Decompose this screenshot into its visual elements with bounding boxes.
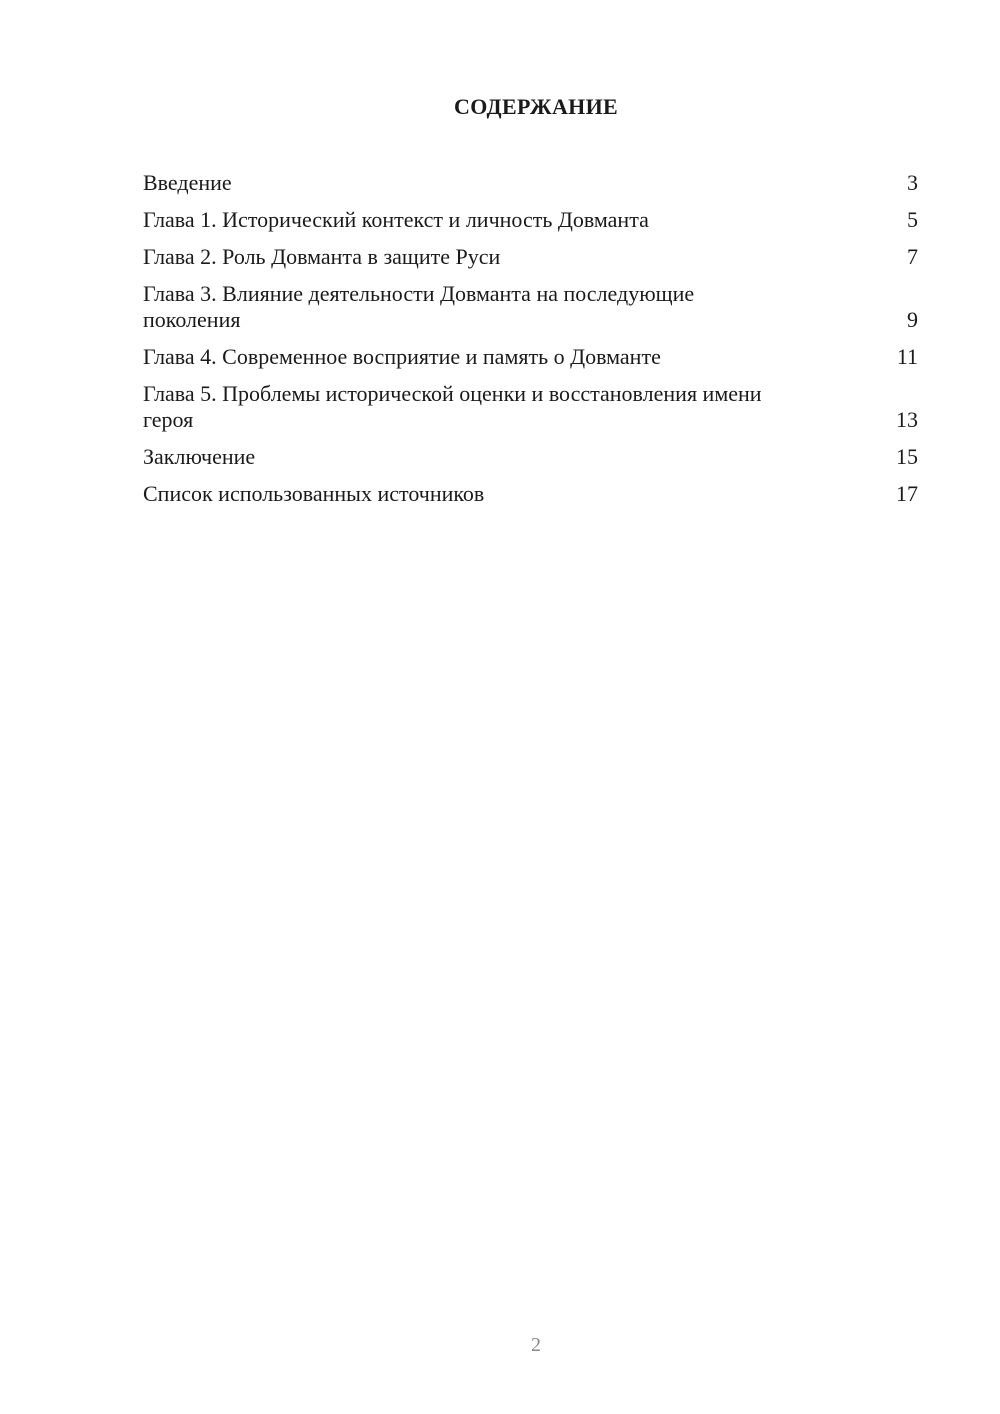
page-number: 2 — [531, 1334, 541, 1356]
toc-entry — [143, 444, 918, 470]
toc-entry-label: Глава 1. Исторический контекст и личность Довманта — [143, 207, 649, 232]
toc-entry — [143, 281, 918, 333]
toc-entry-page: 7 — [907, 244, 918, 269]
toc-entry-page: 3 — [907, 170, 918, 195]
toc-entry-label: Введение — [143, 170, 232, 195]
toc-entry-page: 17 — [896, 481, 918, 506]
page-title: СОДЕРЖАНИЕ — [454, 94, 618, 119]
toc-entry — [143, 244, 918, 270]
toc-entry-label: Глава 4. Современное восприятие и память о Довманте — [143, 344, 661, 369]
toc-entry-page: 11 — [896, 344, 918, 369]
toc-entry — [143, 481, 918, 507]
toc-entry — [143, 381, 918, 433]
toc-entry-page: 9 — [907, 307, 918, 332]
toc-entry-page: 15 — [896, 444, 918, 469]
toc-entry — [143, 170, 918, 196]
toc-entry-label: Глава 5. Проблемы исторической оценки и восстановления имени героя — [143, 381, 762, 432]
toc-entry-page: 5 — [907, 207, 918, 232]
toc-entry — [143, 344, 918, 370]
toc-entry-label: Глава 3. Влияние деятельности Довманта на последующие поколения — [143, 281, 695, 332]
table-of-contents — [143, 170, 918, 518]
toc-entry-label: Заключение — [143, 444, 256, 469]
toc-entry-label: Глава 2. Роль Довманта в защите Руси — [143, 244, 501, 269]
toc-entry-page: 13 — [896, 407, 918, 432]
toc-entry — [143, 207, 918, 233]
toc-entry-label: Список использованных источников — [143, 481, 485, 506]
